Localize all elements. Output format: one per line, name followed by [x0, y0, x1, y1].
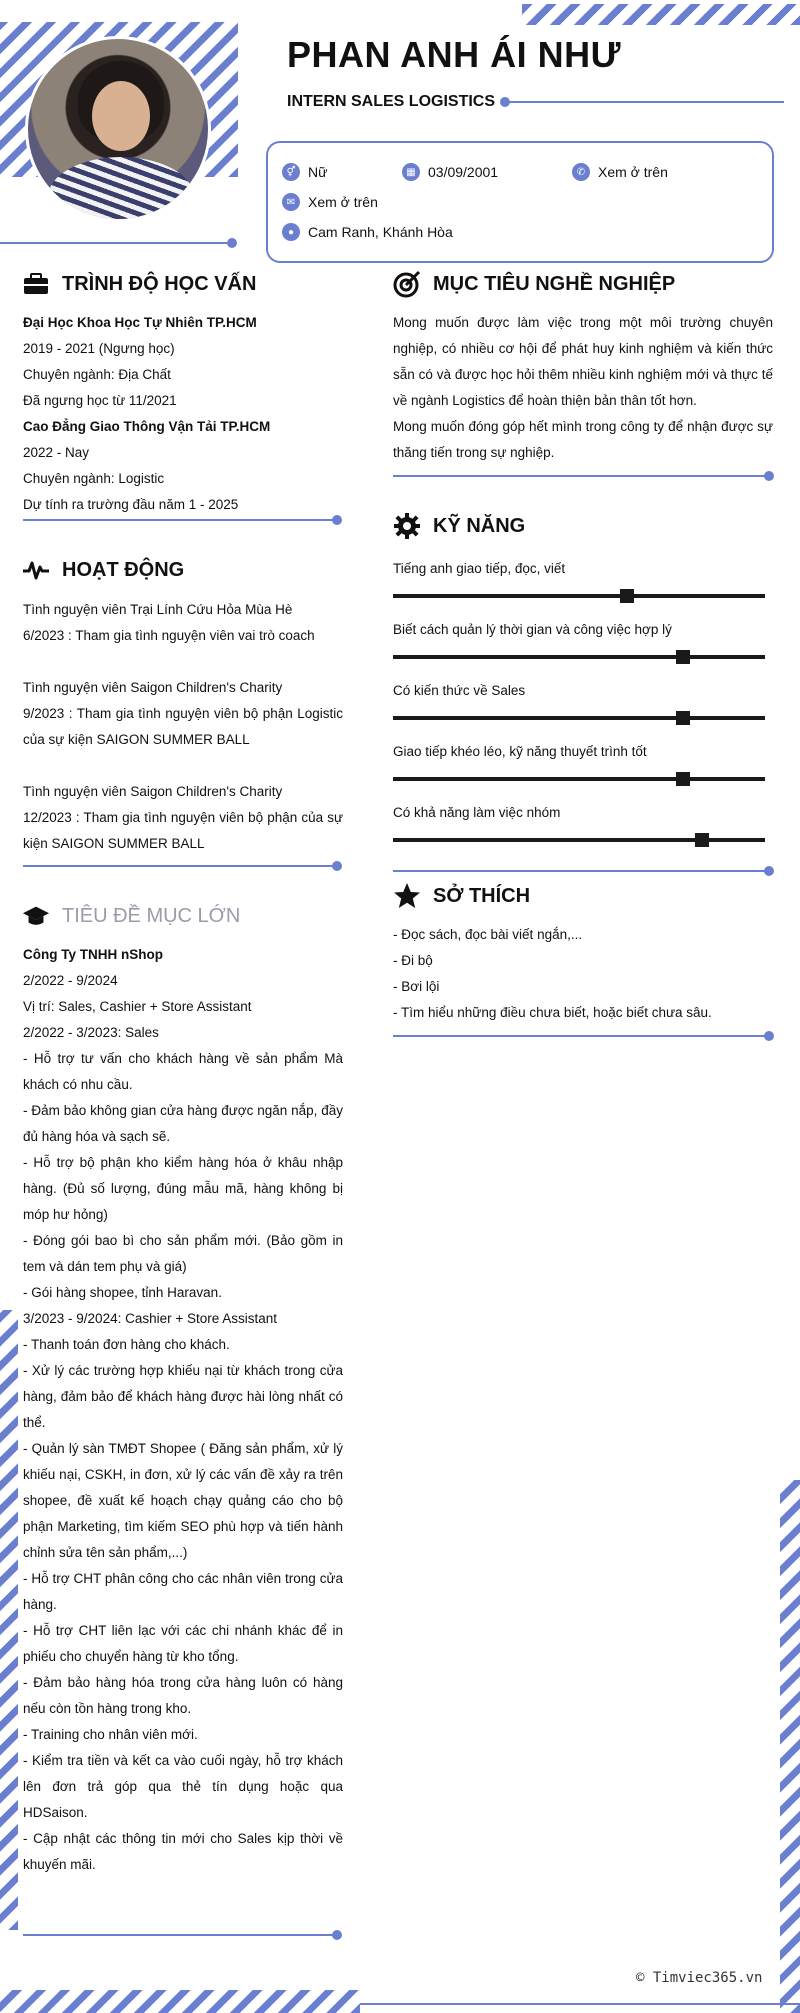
text-line: Tình nguyện viên Saigon Children's Charity — [23, 784, 283, 799]
text-line — [23, 753, 343, 779]
text-line: - Đóng gói bao bì cho sản phẩm mới. (Bảo gồm in tem và dán tem phụ và giá) — [23, 1233, 343, 1274]
job-title: INTERN SALES LOGISTICS — [287, 93, 496, 110]
text-line: - Đảm bảo hàng hóa trong cửa hàng luôn có hàng nếu còn tồn hàng trong kho. — [23, 1675, 343, 1716]
text-line: - Quản lý sàn TMĐT Shopee ( Đăng sản phẩm, xử lý khiếu nại, CSKH, in đơn, xử lý các vấn đề xảy ra trên shopee, đề xuất kế hoạch chạy quảng cáo cho bộ phận Marketing, tìm kiếm SEO phù hợp và tiến hành chỉnh sửa tên sản phẩm,...) — [23, 1441, 343, 1560]
text-line: - Đảm bảo không gian cửa hàng được ngăn nắp, đầy đủ hàng hóa và sạch sẽ. — [23, 1103, 343, 1144]
target-icon — [393, 270, 421, 298]
divider-dot — [332, 861, 342, 871]
phone-item — [572, 163, 668, 181]
text-line: - Tìm hiểu những điều chưa biết, hoặc biết chưa sâu. — [393, 1005, 712, 1020]
address-value: Cam Ranh, Khánh Hòa — [308, 224, 453, 240]
skills-divider — [393, 870, 769, 872]
activities-heading: HOẠT ĐỘNG — [22, 556, 184, 584]
graduation-cap-icon — [22, 902, 50, 930]
text-line: - Bơi lội — [393, 979, 440, 994]
education-content — [23, 310, 343, 518]
hobbies-divider — [393, 1035, 769, 1037]
experience-heading: TIÊU ĐỀ MỤC LỚN — [22, 902, 240, 930]
objective-content — [393, 310, 773, 466]
gender-value: Nữ — [308, 164, 328, 180]
gender-icon: ⚥ — [282, 163, 300, 181]
text-line: - Hỗ trợ CHT phân công cho các nhân viên trong cửa hàng. — [23, 1571, 343, 1612]
skills-heading: KỸ NĂNG — [393, 512, 525, 540]
text-line: Mong muốn đóng góp hết mình trong công ty để nhận được sự thăng tiến trong sự nghiệp. — [393, 419, 773, 460]
avatar-divider — [0, 242, 232, 244]
text-line: Đã ngưng học từ 11/2021 — [23, 393, 177, 408]
address-item — [282, 223, 453, 241]
text-line: Công Ty TNHH nShop — [23, 947, 163, 962]
job-title-divider — [505, 101, 784, 103]
divider-dot — [332, 1930, 342, 1940]
text-line: 6/2023 : Tham gia tình nguyện viên vai trò coach — [23, 628, 315, 643]
experience-divider — [23, 1934, 337, 1936]
email-icon: ✉ — [282, 193, 300, 211]
avatar — [25, 36, 211, 222]
skill-label: Biết cách quản lý thời gian và công việc hợp lý — [393, 622, 672, 637]
divider-dot — [332, 515, 342, 525]
dob-item — [402, 163, 498, 181]
star-icon — [393, 882, 421, 910]
gear-icon — [393, 512, 421, 540]
divider-dot — [764, 1031, 774, 1041]
text-line: - Xử lý các trường hợp khiếu nại từ khách trong cửa hàng, đảm bảo để khách hàng được hài lòng nhất có thể. — [23, 1363, 343, 1430]
text-line: 2022 - Nay — [23, 445, 90, 460]
text-line: 9/2023 : Tham gia tình nguyện viên bộ phận Logistic của sự kiện SAIGON SUMMER BALL — [23, 706, 343, 747]
objective-heading: MỤC TIÊU NGHỀ NGHIỆP — [393, 270, 675, 298]
decorative-stripes-bottom — [0, 1990, 360, 2013]
gender-item — [282, 163, 327, 181]
text-line: - Thanh toán đơn hàng cho khách. — [23, 1337, 230, 1352]
activities-content — [23, 597, 343, 857]
experience-content — [23, 942, 343, 1878]
skill-level-marker — [620, 589, 634, 603]
objective-divider — [393, 475, 769, 477]
text-line: - Đi bộ — [393, 953, 433, 968]
activities-divider — [23, 865, 337, 867]
text-line: 2019 - 2021 (Ngưng học) — [23, 341, 175, 356]
skill-level-marker — [695, 833, 709, 847]
text-line: 12/2023 : Tham gia tình nguyện viên bộ phận của sự kiện SAIGON SUMMER BALL — [23, 810, 343, 851]
education-divider — [23, 519, 337, 521]
dob-value: 03/09/2001 — [428, 164, 499, 180]
hobbies-heading: SỞ THÍCH — [393, 882, 530, 910]
text-line: Tình nguyện viên Trại Lính Cứu Hỏa Mùa Hè — [23, 602, 293, 617]
text-line: Mong muốn được làm việc trong một môi trường chuyên nghiệp, có nhiều cơ hội để phát huy kinh nghiệm và kiến thức sẵn có và được học hỏi thêm nhiều kinh nghiệm mới và thực tế về ngành Logistics để hoàn thiện bản thân tốt hơn. — [393, 315, 773, 408]
skill-label: Có khả năng làm việc nhóm — [393, 805, 561, 820]
text-line: Dự tính ra trường đầu năm 1 - 2025 — [23, 497, 239, 512]
phone-value: Xem ở trên — [598, 164, 668, 180]
calendar-icon: ▦ — [402, 163, 420, 181]
text-line: Cao Đẳng Giao Thông Vận Tải TP.HCM — [23, 419, 271, 434]
skill-level-bar — [393, 838, 765, 842]
phone-icon: ✆ — [572, 163, 590, 181]
text-line: Vị trí: Sales, Cashier + Store Assistant — [23, 999, 252, 1014]
divider-dot — [764, 471, 774, 481]
briefcase-icon — [22, 270, 50, 298]
bottom-divider — [360, 2003, 800, 2005]
watermark: © Timviec365.vn — [636, 1970, 763, 1986]
hobbies-content — [393, 922, 773, 1026]
skill-label: Giao tiếp khéo léo, kỹ năng thuyết trình tốt — [393, 744, 647, 759]
skill-level-marker — [676, 711, 690, 725]
text-line: - Kiểm tra tiền và kết ca vào cuối ngày, hỗ trợ khách lên đơn trả góp qua thẻ tín dụng hoặc qua HDSaison. — [23, 1753, 343, 1820]
pulse-icon — [22, 556, 50, 584]
decorative-stripes-right — [780, 1480, 800, 2013]
skill-level-bar — [393, 716, 765, 720]
education-heading: TRÌNH ĐỘ HỌC VẤN — [22, 270, 256, 298]
location-pin-icon: ● — [282, 223, 300, 241]
text-line: Chuyên ngành: Địa Chất — [23, 367, 171, 382]
skill-level-bar — [393, 655, 765, 659]
divider-dot — [764, 866, 774, 876]
email-item — [282, 193, 378, 211]
skill-level-bar — [393, 777, 765, 781]
text-line: 2/2022 - 9/2024 — [23, 973, 118, 988]
skill-level-marker — [676, 650, 690, 664]
text-line — [23, 649, 343, 675]
text-line: - Hỗ trợ bộ phận kho kiểm hàng hóa ở khâu nhập hàng. (Đủ số lượng, đúng mẫu mã, hàng không bị móp hư hỏng) — [23, 1155, 343, 1222]
text-line: - Hỗ trợ tư vấn cho khách hàng về sản phẩm Mà khách có nhu cầu. — [23, 1051, 343, 1092]
text-line: Tình nguyện viên Saigon Children's Charity — [23, 680, 283, 695]
text-line: - Training cho nhân viên mới. — [23, 1727, 198, 1742]
divider-dot — [227, 238, 237, 248]
decorative-stripes-top-right — [522, 4, 800, 25]
text-line: - Gói hàng shopee, tỉnh Haravan. — [23, 1285, 222, 1300]
text-line: - Đọc sách, đọc bài viết ngắn,... — [393, 927, 583, 942]
email-value: Xem ở trên — [308, 194, 378, 210]
text-line: 3/2023 - 9/2024: Cashier + Store Assistant — [23, 1311, 278, 1326]
candidate-name: PHAN ANH ÁI NHƯ — [287, 34, 622, 75]
text-line: Đại Học Khoa Học Tự Nhiên TP.HCM — [23, 315, 257, 330]
text-line: - Hỗ trợ CHT liên lạc với các chi nhánh khác để in phiếu cho chuyển hàng từ kho tổng. — [23, 1623, 343, 1664]
skill-label: Có kiến thức về Sales — [393, 683, 526, 698]
skill-level-bar — [393, 594, 765, 598]
decorative-stripes-left — [0, 1310, 18, 1930]
text-line: Chuyên ngành: Logistic — [23, 471, 165, 486]
skill-level-marker — [676, 772, 690, 786]
text-line: 2/2022 - 3/2023: Sales — [23, 1025, 159, 1040]
skill-label: Tiếng anh giao tiếp, đọc, viết — [393, 561, 566, 576]
text-line: - Cập nhật các thông tin mới cho Sales kịp thời về khuyến mãi. — [23, 1831, 343, 1872]
